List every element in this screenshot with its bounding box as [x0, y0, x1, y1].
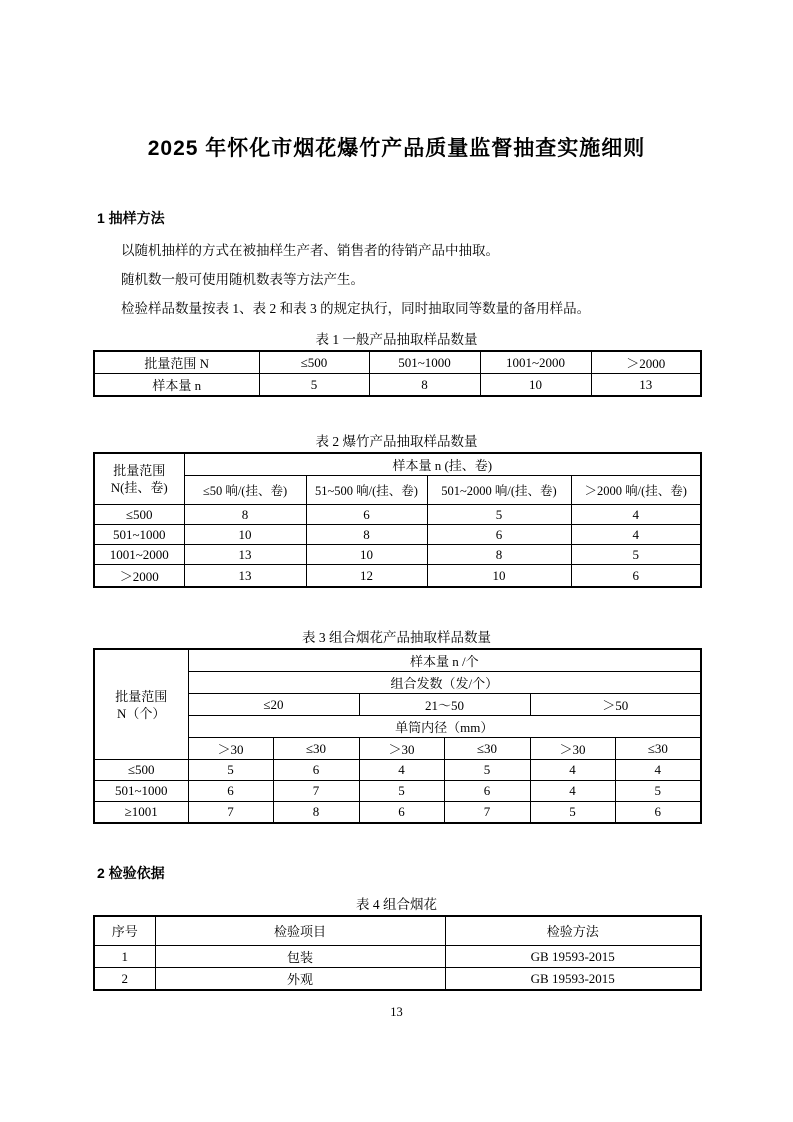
table-2-caption: 表 2 爆竹产品抽取样品数量	[315, 434, 478, 449]
table-row	[94, 545, 701, 565]
table-cell: 4	[530, 760, 615, 781]
table-4-inspection-basis	[93, 915, 702, 992]
section-2-heading: 2 检验依据	[97, 864, 165, 881]
table-row	[94, 565, 701, 588]
table-row	[94, 916, 701, 946]
table-cell-serial: 1	[94, 946, 155, 968]
table-cell: 4	[571, 525, 701, 545]
table-cell: 8	[306, 525, 427, 545]
table-row	[94, 946, 701, 968]
table-cell-method: GB 19593-2015	[445, 946, 701, 968]
column-header: ＞2000 响/(挂、卷)	[571, 476, 701, 505]
table-cell: 5	[530, 802, 615, 823]
group-header-sample-size: 样本量 n /个	[188, 649, 701, 672]
row-header-batch-range	[94, 649, 188, 760]
table-cell: 7	[188, 802, 273, 823]
section-1-heading: 1 抽样方法	[97, 210, 165, 226]
table-cell: 6	[444, 781, 530, 802]
column-header-diameter: ≤30	[273, 738, 359, 760]
column-header-shot-group: ＞50	[530, 694, 701, 716]
table-cell: 6	[188, 781, 273, 802]
table-cell-method: GB 19593-2015	[445, 968, 701, 991]
column-header: 51~500 响/(挂、卷)	[306, 476, 427, 505]
group-header-shot-count: 组合发数（发/个）	[188, 672, 701, 694]
table-row	[94, 781, 701, 802]
table-cell: 10	[480, 374, 591, 397]
column-header: 501~1000	[369, 351, 480, 374]
table-row	[94, 802, 701, 823]
paragraph-random-number: 随机数一般可使用随机数表等方法产生。	[121, 272, 364, 287]
corner-line-1: 批量范围	[113, 463, 166, 478]
table-3-caption: 表 3 组合烟花产品抽取样品数量	[302, 630, 491, 645]
column-header-diameter: ＞30	[530, 738, 615, 760]
table-cell: 5	[259, 374, 369, 397]
table-cell: 12	[306, 565, 427, 588]
row-header: ≤500	[94, 760, 188, 781]
column-header-diameter: ≤30	[615, 738, 701, 760]
table-cell: 5	[359, 781, 444, 802]
table-cell: 8	[369, 374, 480, 397]
column-header-method: 检验方法	[445, 916, 701, 946]
document-title: 2025 年怀化市烟花爆竹产品质量监督抽查实施细则	[147, 137, 646, 160]
table-cell: 8	[427, 545, 571, 565]
table-cell: 5	[427, 505, 571, 525]
table-1-caption: 表 1 一般产品抽取样品数量	[315, 332, 478, 347]
table-cell: 7	[444, 802, 530, 823]
table-row	[94, 968, 701, 991]
table-cell: 10	[306, 545, 427, 565]
table-cell-serial: 2	[94, 968, 155, 991]
table-row	[94, 525, 701, 545]
table-row	[94, 649, 701, 672]
table-cell: 6	[273, 760, 359, 781]
column-header: 1001~2000	[480, 351, 591, 374]
table-cell: 4	[615, 760, 701, 781]
table-cell: 5	[571, 545, 701, 565]
table-cell: 8	[184, 505, 306, 525]
corner-line-1: 批量范围	[115, 688, 168, 704]
row-header: ＞2000	[94, 565, 184, 588]
table-cell: 6	[615, 802, 701, 823]
table-cell: 10	[184, 525, 306, 545]
corner-line-2: N(挂、卷)	[110, 480, 168, 495]
row-header: ≥1001	[94, 802, 188, 823]
paragraph-sample-quantity: 检验样品数量按表 1、表 2 和表 3 的规定执行，同时抽取同等数量的备用样品。	[121, 301, 591, 316]
table-cell-item: 外观	[155, 968, 445, 991]
column-header-item: 检验项目	[155, 916, 445, 946]
column-header: 501~2000 响/(挂、卷)	[427, 476, 571, 505]
column-header: ＞2000	[591, 351, 701, 374]
row-header: 1001~2000	[94, 545, 184, 565]
table-cell: 13	[184, 545, 306, 565]
table-row	[94, 351, 701, 374]
row-header: 501~1000	[94, 781, 188, 802]
corner-line-2: N（个）	[117, 705, 166, 721]
table-cell: 6	[571, 565, 701, 588]
table-cell: 6	[427, 525, 571, 545]
table-row	[94, 453, 701, 476]
document-content	[93, 0, 700, 1020]
column-header-serial: 序号	[94, 916, 155, 946]
column-header-shot-group: 21～50	[359, 694, 530, 716]
row-header-batch-range	[94, 453, 184, 505]
table-cell: 6	[359, 802, 444, 823]
row-header: 501~1000	[94, 525, 184, 545]
table-1-general-products	[93, 350, 702, 397]
table-cell: 5	[444, 760, 530, 781]
table-cell: 4	[571, 505, 701, 525]
table-row	[94, 760, 701, 781]
paragraph-sampling-method: 以随机抽样的方式在被抽样生产者、销售者的待销产品中抽取。	[121, 243, 499, 258]
table-cell: 10	[427, 565, 571, 588]
page-number: 13	[390, 1005, 403, 1019]
table-row	[94, 476, 701, 505]
table-cell: 6	[306, 505, 427, 525]
column-header-diameter: ≤30	[444, 738, 530, 760]
column-header-diameter: ＞30	[359, 738, 444, 760]
table-row	[94, 374, 701, 397]
table-2-firecracker-products	[93, 452, 702, 588]
row-header-batch-range: 批量范围 N	[94, 351, 259, 374]
table-4-caption: 表 4 组合烟花	[356, 896, 437, 912]
column-header-diameter: ＞30	[188, 738, 273, 760]
group-header-tube-diameter: 单筒内径（mm）	[188, 716, 701, 738]
column-header-shot-group: ≤20	[188, 694, 359, 716]
table-cell: 5	[188, 760, 273, 781]
column-header: ≤50 响/(挂、卷)	[184, 476, 306, 505]
row-header: ≤500	[94, 505, 184, 525]
group-header-sample-size: 样本量 n (挂、卷)	[184, 453, 701, 476]
table-cell: 4	[359, 760, 444, 781]
table-cell: 13	[591, 374, 701, 397]
table-cell: 7	[273, 781, 359, 802]
table-cell: 5	[615, 781, 701, 802]
table-cell-item: 包装	[155, 946, 445, 968]
table-cell: 13	[184, 565, 306, 588]
row-header-sample-size: 样本量 n	[94, 374, 259, 397]
table-row	[94, 505, 701, 525]
table-3-combination-fireworks	[93, 648, 702, 824]
column-header: ≤500	[259, 351, 369, 374]
table-cell: 8	[273, 802, 359, 823]
table-cell: 4	[530, 781, 615, 802]
